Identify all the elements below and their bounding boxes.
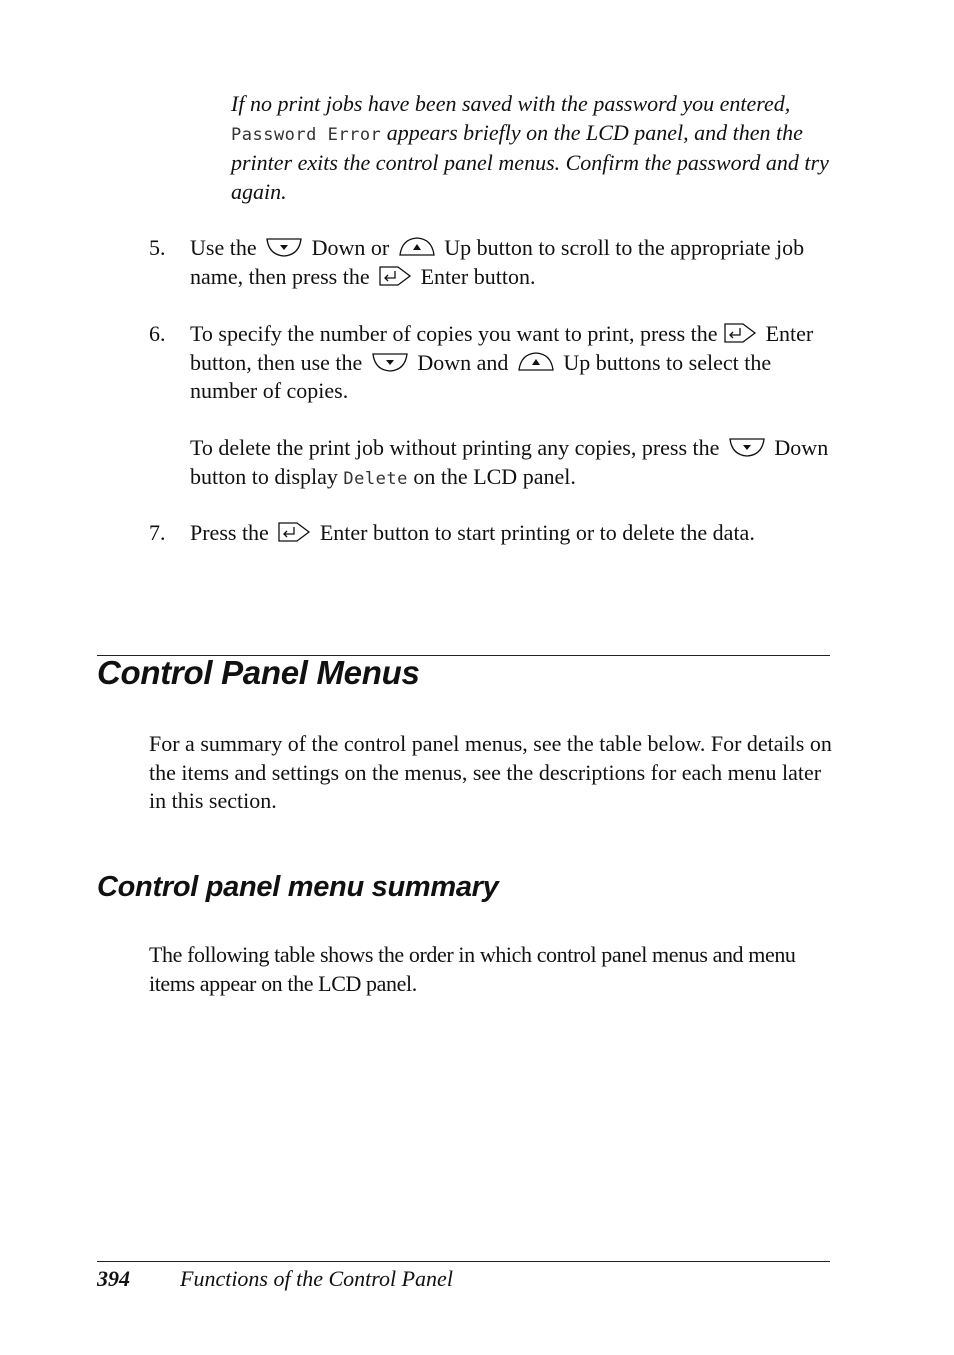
lcd-delete: Delete [343, 468, 408, 489]
section-intro: For a summary of the control panel menus, see the table below. For details on the items and settings on the menus, see the descriptions for each menu later in this section. [149, 731, 832, 813]
page-number: 394 [97, 1266, 130, 1291]
chapter-title: Functions of the Control Panel [180, 1266, 453, 1291]
lcd-password-error: Password Error [231, 124, 382, 145]
enter-button-icon [723, 322, 757, 344]
step-6-number: 6. [149, 321, 166, 346]
step-5-text: Use the Down or Up button to scroll to the appropriate job name, then press the Enter button. [190, 235, 805, 289]
enter-button-icon [378, 265, 412, 287]
down-button-icon [371, 351, 409, 373]
subsection-intro: The following table shows the order in which control panel menus and menu items appear on the LCD panel. [149, 942, 796, 996]
step-6-delete-text: To delete the print job without printing any copies, press the Down button to display Delete on the LCD panel. [190, 435, 829, 489]
up-button-icon [398, 236, 436, 258]
step-7-text: Press the Enter button to start printing or to delete the data. [190, 520, 755, 545]
password-note [231, 90, 831, 206]
step-6-text: To specify the number of copies you want to print, press the Enter button, then use the Down and Up buttons to select the number of copies. [190, 321, 814, 403]
step-7-number: 7. [149, 520, 166, 545]
footer-rule [97, 1261, 830, 1262]
section-title: Control Panel Menus [97, 654, 420, 691]
note-text-2: appears briefly on the LCD panel, and then the printer exits the control panel menus. Confirm the password and try again. [231, 119, 829, 204]
down-button-icon [265, 236, 303, 258]
enter-button-icon [277, 521, 311, 543]
down-button-icon [728, 436, 766, 458]
up-button-icon [517, 351, 555, 373]
step-5-number: 5. [149, 235, 166, 260]
subsection-title: Control panel menu summary [97, 871, 499, 903]
note-text-1: If no print jobs have been saved with the password you entered, [231, 91, 791, 116]
